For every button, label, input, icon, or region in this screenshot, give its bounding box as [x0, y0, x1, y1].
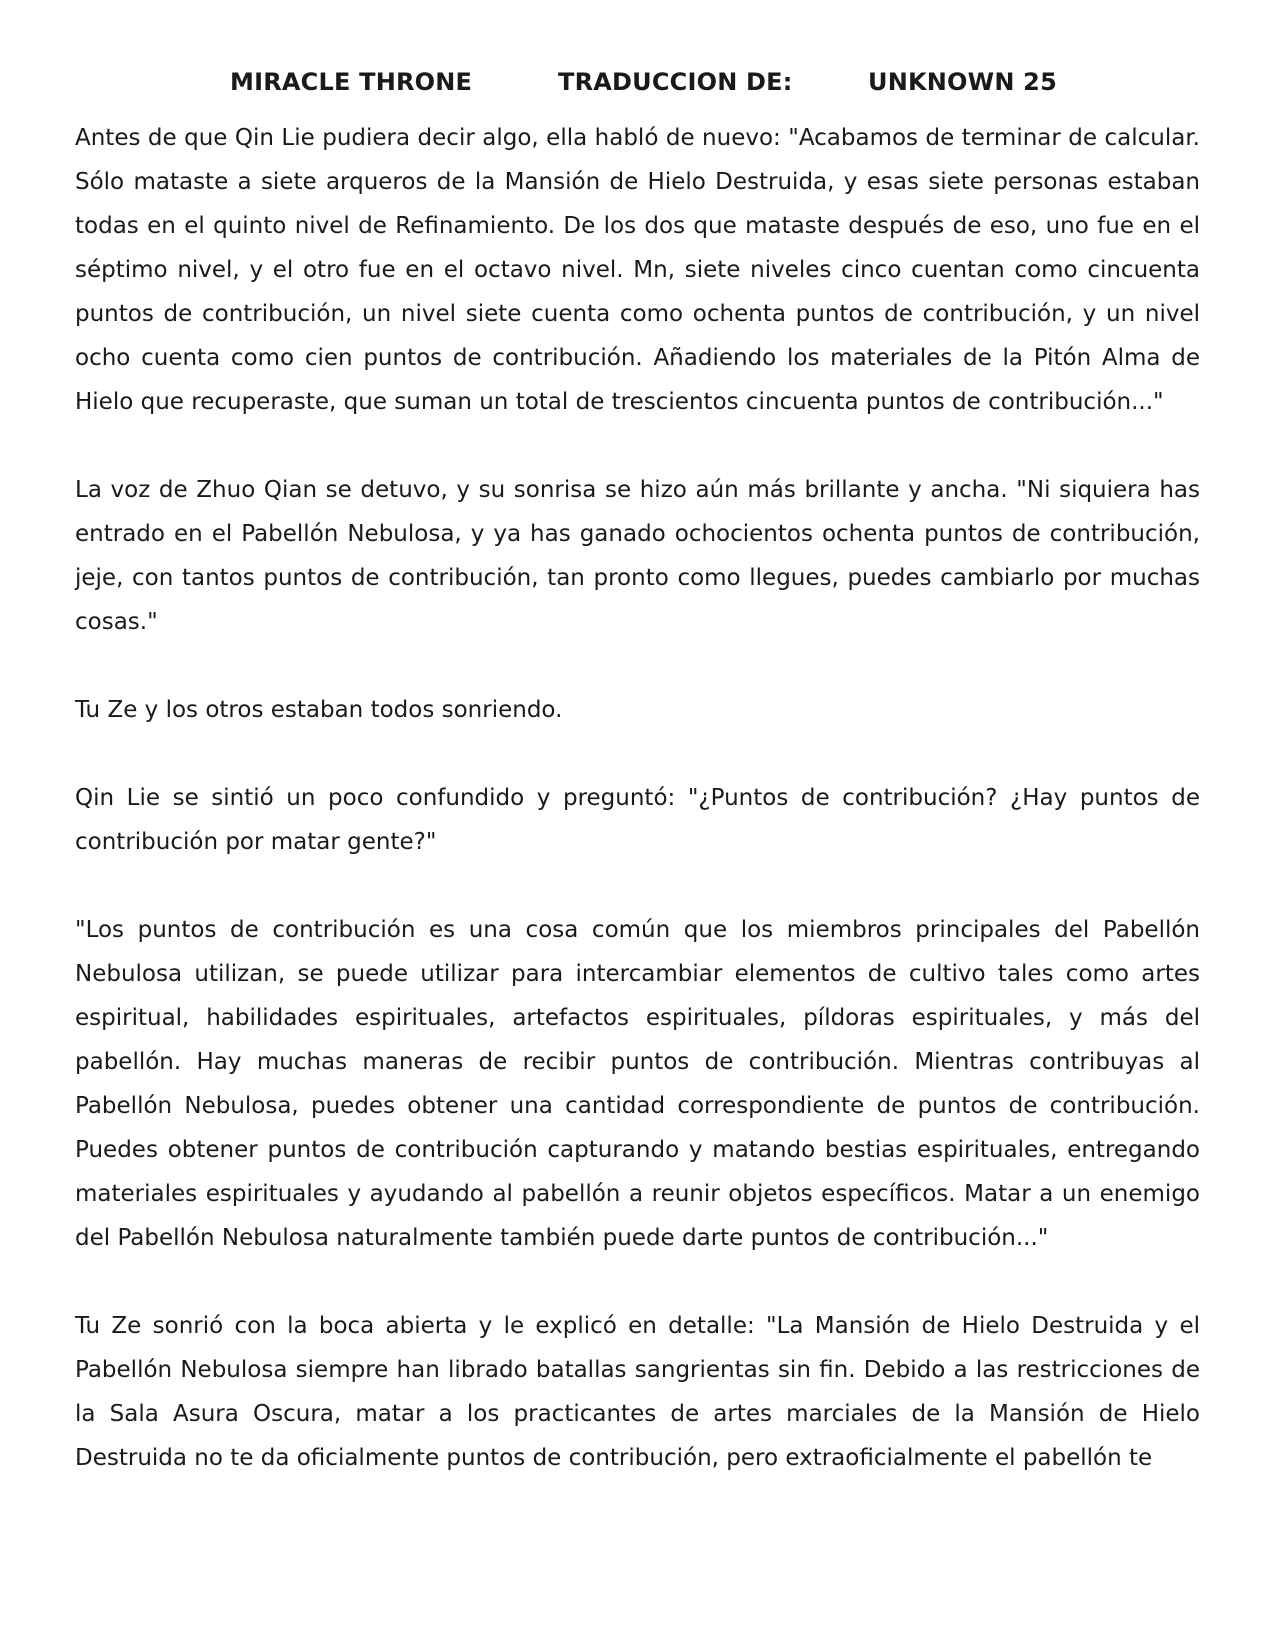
- paragraph: Tu Ze sonrió con la boca abierta y le explicó en detalle: "La Mansión de Hielo Destruida y el Pabellón Nebulosa siempre han librado batallas sangrientas sin fin. Debido a las restricciones de la Sala Asura Oscura, matar a los practicantes de artes marciales de la Mansión de Hielo Destruida no te da oficialmente puntos de contribución, pero extraoficialmente el pabellón te: [75, 1313, 1200, 1471]
- novel-title: MIRACLE THRONE: [230, 68, 473, 96]
- translation-label: TRADUCCION DE:: [558, 68, 793, 96]
- body-text: [75, 116, 1200, 1480]
- paragraph: Antes de que Qin Lie pudiera decir algo, ella habló de nuevo: "Acabamos de terminar de calcular. Sólo mataste a siete arqueros de la Mansión de Hielo Destruida, y esas siete personas estaban todas en el quinto nivel de Refinamiento. De los dos que mataste después de eso, uno fue en el séptimo nivel, y el otro fue en el octavo nivel. Mn, siete niveles cinco cuentan como cincuenta puntos de contribución, un nivel siete cuenta como ochenta puntos de contribución, y un nivel ocho cuenta como cien puntos de contribución. Añadiendo los materiales de la Pitón Alma de Hielo que recuperaste, que suman un total de trescientos cincuenta puntos de contribución...": [75, 125, 1200, 415]
- paragraph: "Los puntos de contribución es una cosa común que los miembros principales del Pabellón Nebulosa utilizan, se puede utilizar para intercambiar elementos de cultivo tales como artes espiritual, habilidades espirituales, artefactos espirituales, píldoras espirituales, y más del pabellón. Hay muchas maneras de recibir puntos de contribución. Mientras contribuyas al Pabellón Nebulosa, puedes obtener una cantidad correspondiente de puntos de contribución. Puedes obtener puntos de contribución capturando y matando bestias espirituales, entregando materiales espirituales y ayudando al pabellón a reunir objetos específicos. Matar a un enemigo del Pabellón Nebulosa naturalmente también puede darte puntos de contribución...": [75, 917, 1200, 1251]
- paragraph: La voz de Zhuo Qian se detuvo, y su sonrisa se hizo aún más brillante y ancha. "Ni siquiera has entrado en el Pabellón Nebulosa, y ya has ganado ochocientos ochenta puntos de contribución, jeje, con tantos puntos de contribución, tan pronto como llegues, puedes cambiarlo por muchas cosas.": [75, 477, 1200, 635]
- paragraph: Tu Ze y los otros estaban todos sonriendo.: [75, 697, 563, 723]
- translator-name: UNKNOWN 25: [868, 68, 1057, 96]
- paragraph: Qin Lie se sintió un poco confundido y preguntó: "¿Puntos de contribución? ¿Hay puntos de contribución por matar gente?": [75, 785, 1200, 855]
- page-header: [0, 68, 1275, 108]
